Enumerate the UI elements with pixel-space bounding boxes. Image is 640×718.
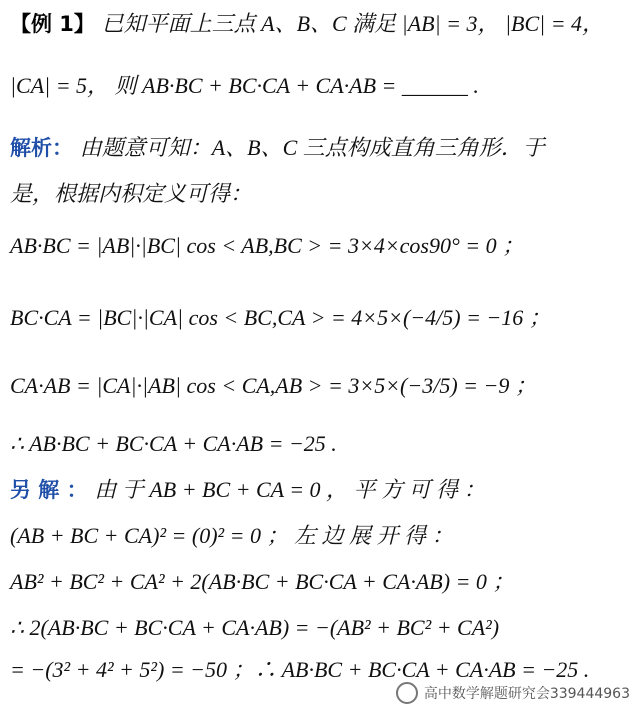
alt-text-3: AB² + BC² + CA² + 2(AB·BC + BC·CA + CA·AB) = 0 ； xyxy=(10,569,515,594)
alt-text-5: = −(3² + 4² + 5²) = −50 ；∴ AB·BC + BC·CA + CA·AB = −25 . xyxy=(10,657,590,682)
solution-label: 解析： xyxy=(10,136,73,160)
solution-eq-2 xyxy=(10,304,630,332)
solution-eq-4-text: ∴ AB·BC + BC·CA + CA·AB = −25 . xyxy=(10,431,337,456)
alt-label: 另 解 ： xyxy=(10,478,88,502)
alt-text-1: 由 于 AB + BC + CA = 0 ， 平 方 可 得 ： xyxy=(94,477,486,502)
example-text-2: |CA| = 5， 则 AB·BC + BC·CA + CA·AB = ______ . xyxy=(10,73,479,98)
alt-text-2: (AB + BC + CA)² = (0)² = 0 ； 左 边 展 开 得 ： xyxy=(10,523,454,548)
solution-line-2 xyxy=(10,180,630,208)
watermark-text: 高中数学解题研究会339444963 xyxy=(423,686,630,702)
example-line-2 xyxy=(10,72,630,100)
example-text-1: 已知平面上三点 A、B、C 满足 |AB| = 3， |BC| = 4， xyxy=(101,11,605,36)
solution-eq-3 xyxy=(10,372,630,400)
solution-eq-3-text: CA·AB = |CA|·|AB| cos < CA,AB > = 3×5×(−3/5) = −9 ； xyxy=(10,373,537,398)
solution-eq-1-text: AB·BC = |AB|·|BC| cos < AB,BC > = 3×4×cos90° = 0 ； xyxy=(10,233,525,258)
solution-eq-1 xyxy=(10,232,630,260)
alt-line-4 xyxy=(10,614,630,642)
example-title: 【例 1】 xyxy=(10,12,95,36)
example-line-1 xyxy=(10,10,630,38)
solution-text-2: 是，根据内积定义可得： xyxy=(10,181,253,206)
solution-line-1 xyxy=(10,134,630,162)
solution-text-1: 由题意可知：A、B、C 三点构成直角三角形．于 xyxy=(79,135,545,160)
solution-eq-4 xyxy=(10,430,630,458)
watermark xyxy=(396,682,630,704)
alt-line-5 xyxy=(10,656,630,684)
solution-eq-2-text: BC·CA = |BC|·|CA| cos < BC,CA > = 4×5×(−4/5) = −16 ； xyxy=(10,305,551,330)
alt-line-3 xyxy=(10,568,630,596)
alt-text-4: ∴ 2(AB·BC + BC·CA + CA·AB) = −(AB² + BC² + CA²) xyxy=(10,615,500,640)
alt-line-1 xyxy=(10,476,630,504)
wechat-icon xyxy=(396,682,418,704)
alt-line-2 xyxy=(10,522,630,550)
